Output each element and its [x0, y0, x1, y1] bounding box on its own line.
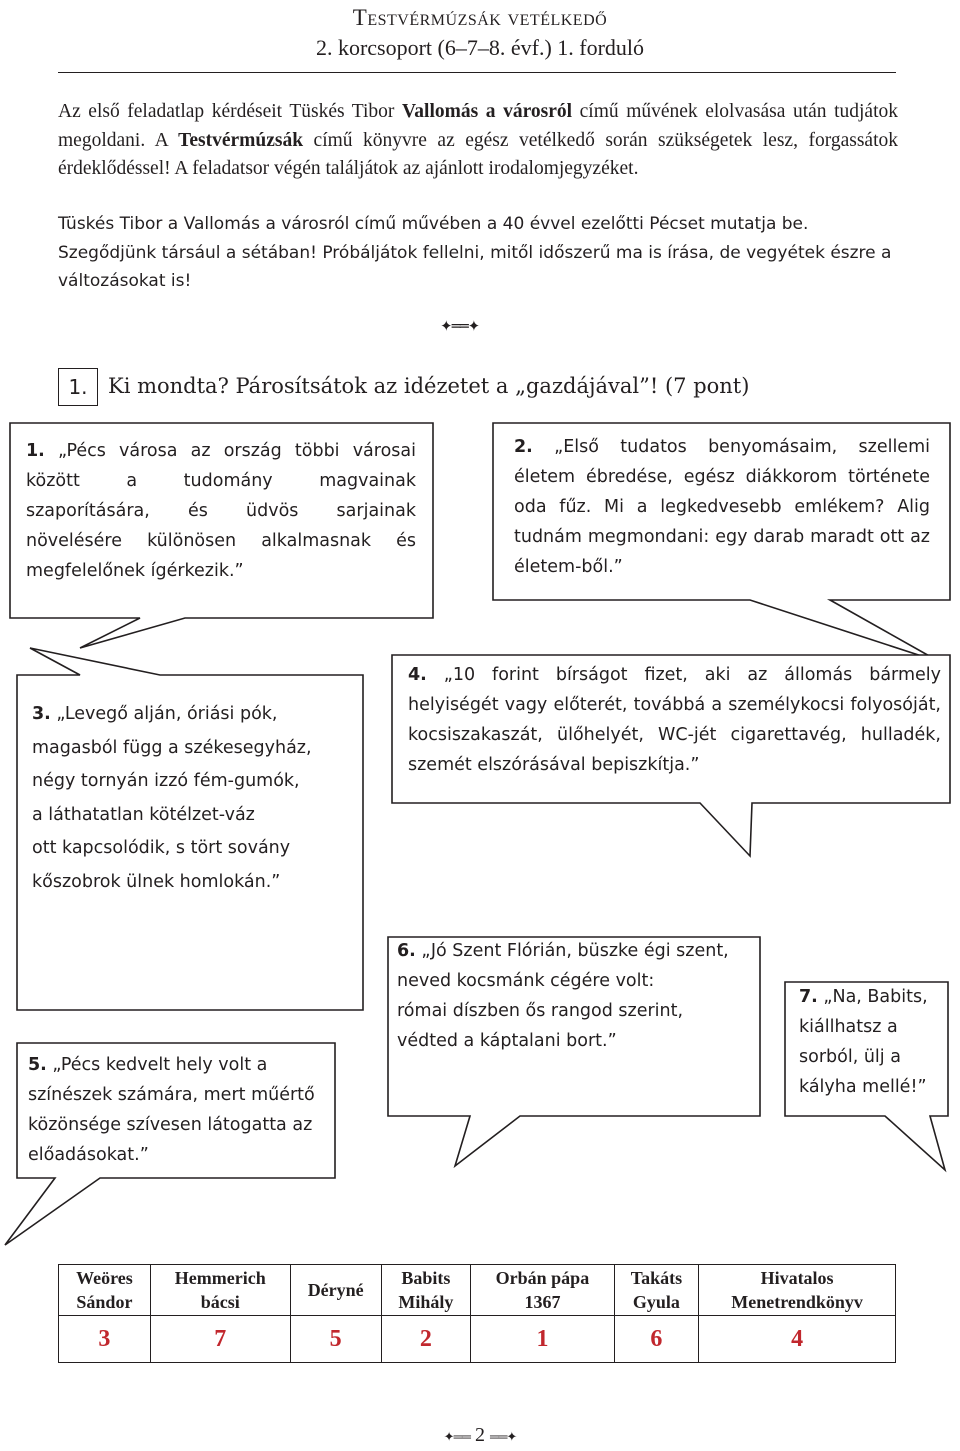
- answer-number-cell: 5: [290, 1316, 381, 1363]
- answer-table-names-row: [59, 1265, 896, 1316]
- answer-number-cell: 1: [471, 1316, 614, 1363]
- author-cell: Takáts Gyula: [614, 1265, 698, 1316]
- answer-number-cell: 7: [150, 1316, 290, 1363]
- answer-number-cell: 3: [59, 1316, 151, 1363]
- footer-ornament-left: ✦══: [443, 1429, 470, 1444]
- quote-4: 4. „10 forint bírságot fizet, aki az állomás bármely helyiségét vagy előterét, továbbá a személykocsi folyosóját, kocsiszakaszát, ülőhelyét, WC-jét cigarettavég, hulladék, szemét elszórásával bepiszkítja.”: [408, 665, 941, 775]
- answer-number-cell: 2: [381, 1316, 471, 1363]
- intro-paragraph-2: Tüskés Tibor a Vallomás a városról című művében a 40 évvel ezelőtti Pécset mutatja be. Szegődjünk társául a sétában! Próbáljátok fellelni, mitől időszerű ma is írása, de vegyétek észre a változásokat is!: [58, 214, 892, 291]
- answer-table: [58, 1264, 896, 1363]
- contest-title: Testvérmúzsák vetélkedő: [352, 5, 608, 30]
- author-cell: Babits Mihály: [381, 1265, 471, 1316]
- ornament-divider: ✦══✦: [440, 317, 480, 335]
- answer-number-cell: 4: [699, 1316, 896, 1363]
- intro-paragraph-1: Az első feladatlap kérdéseit Tüskés Tibor Vallomás a városról című művének elolvasása után tudjátok megoldani. A Testvérmúzsák című könyvre az egész vetélkedő során szükségetek lesz, forgassátok érdeklődéssel! A feladatsor végén találjátok az ajánlott irodalomjegyzéket.: [58, 101, 898, 179]
- quote-3: 3. „Levegő alján, óriási pók, magasból függ a székesegyház, négy tornyán izzó fém-gumók, a láthatatlan kötélzet-váz ott kapcsolódik, s tört sovány kőszobrok ülnek homlokán.”: [32, 704, 312, 892]
- quote-7: 7. „Na, Babits, kiállhatsz a sorból, ülj a kályha mellé!”: [799, 987, 928, 1097]
- answer-number-cell: 6: [614, 1316, 698, 1363]
- contest-subtitle: 2. korcsoport (6–7–8. évf.) 1. forduló: [315, 35, 645, 60]
- author-cell: Hemmerich bácsi: [150, 1265, 290, 1316]
- footer-ornament-right: ══✦: [490, 1429, 517, 1444]
- page-footer: [0, 1424, 960, 1447]
- question-title: Ki mondta? Párosítsátok az idézetet a „gazdájával”! (7 pont): [108, 374, 750, 398]
- quote-5: 5. „Pécs kedvelt hely volt a színészek számára, mert műértő közönsége szívesen látogatta az előadásokat.”: [28, 1055, 315, 1165]
- author-cell: Déryné: [290, 1265, 381, 1316]
- author-cell: Orbán pápa 1367: [471, 1265, 614, 1316]
- quote-1: 1. „Pécs városa az ország többi városai között a tudomány magvainak szaporítására, és üdvös sarjainak növelésére különösen alkalmasnak és megfelelőnek ígérkezik.”: [26, 441, 416, 581]
- quote-2: 2. „Első tudatos benyomásaim, szellemi életem ébredése, egész diákkorom története oda fűz. Mi a legkedvesebb emlékem? Alig tudnám megmondani: egy darab maradt ott az életem-ből.”: [514, 437, 930, 577]
- quote-6: 6. „Jó Szent Flórián, büszke égi szent, neved kocsmánk cégére volt: római díszben ős rangod szerint, védted a káptalani bort.”: [397, 941, 729, 1051]
- answer-table-numbers-row: [59, 1316, 896, 1363]
- author-cell: Weöres Sándor: [59, 1265, 151, 1316]
- question-number-box: 1.: [58, 368, 98, 406]
- page-number: 2: [475, 1424, 485, 1446]
- author-cell: Hivatalos Menetrendkönyv: [699, 1265, 896, 1316]
